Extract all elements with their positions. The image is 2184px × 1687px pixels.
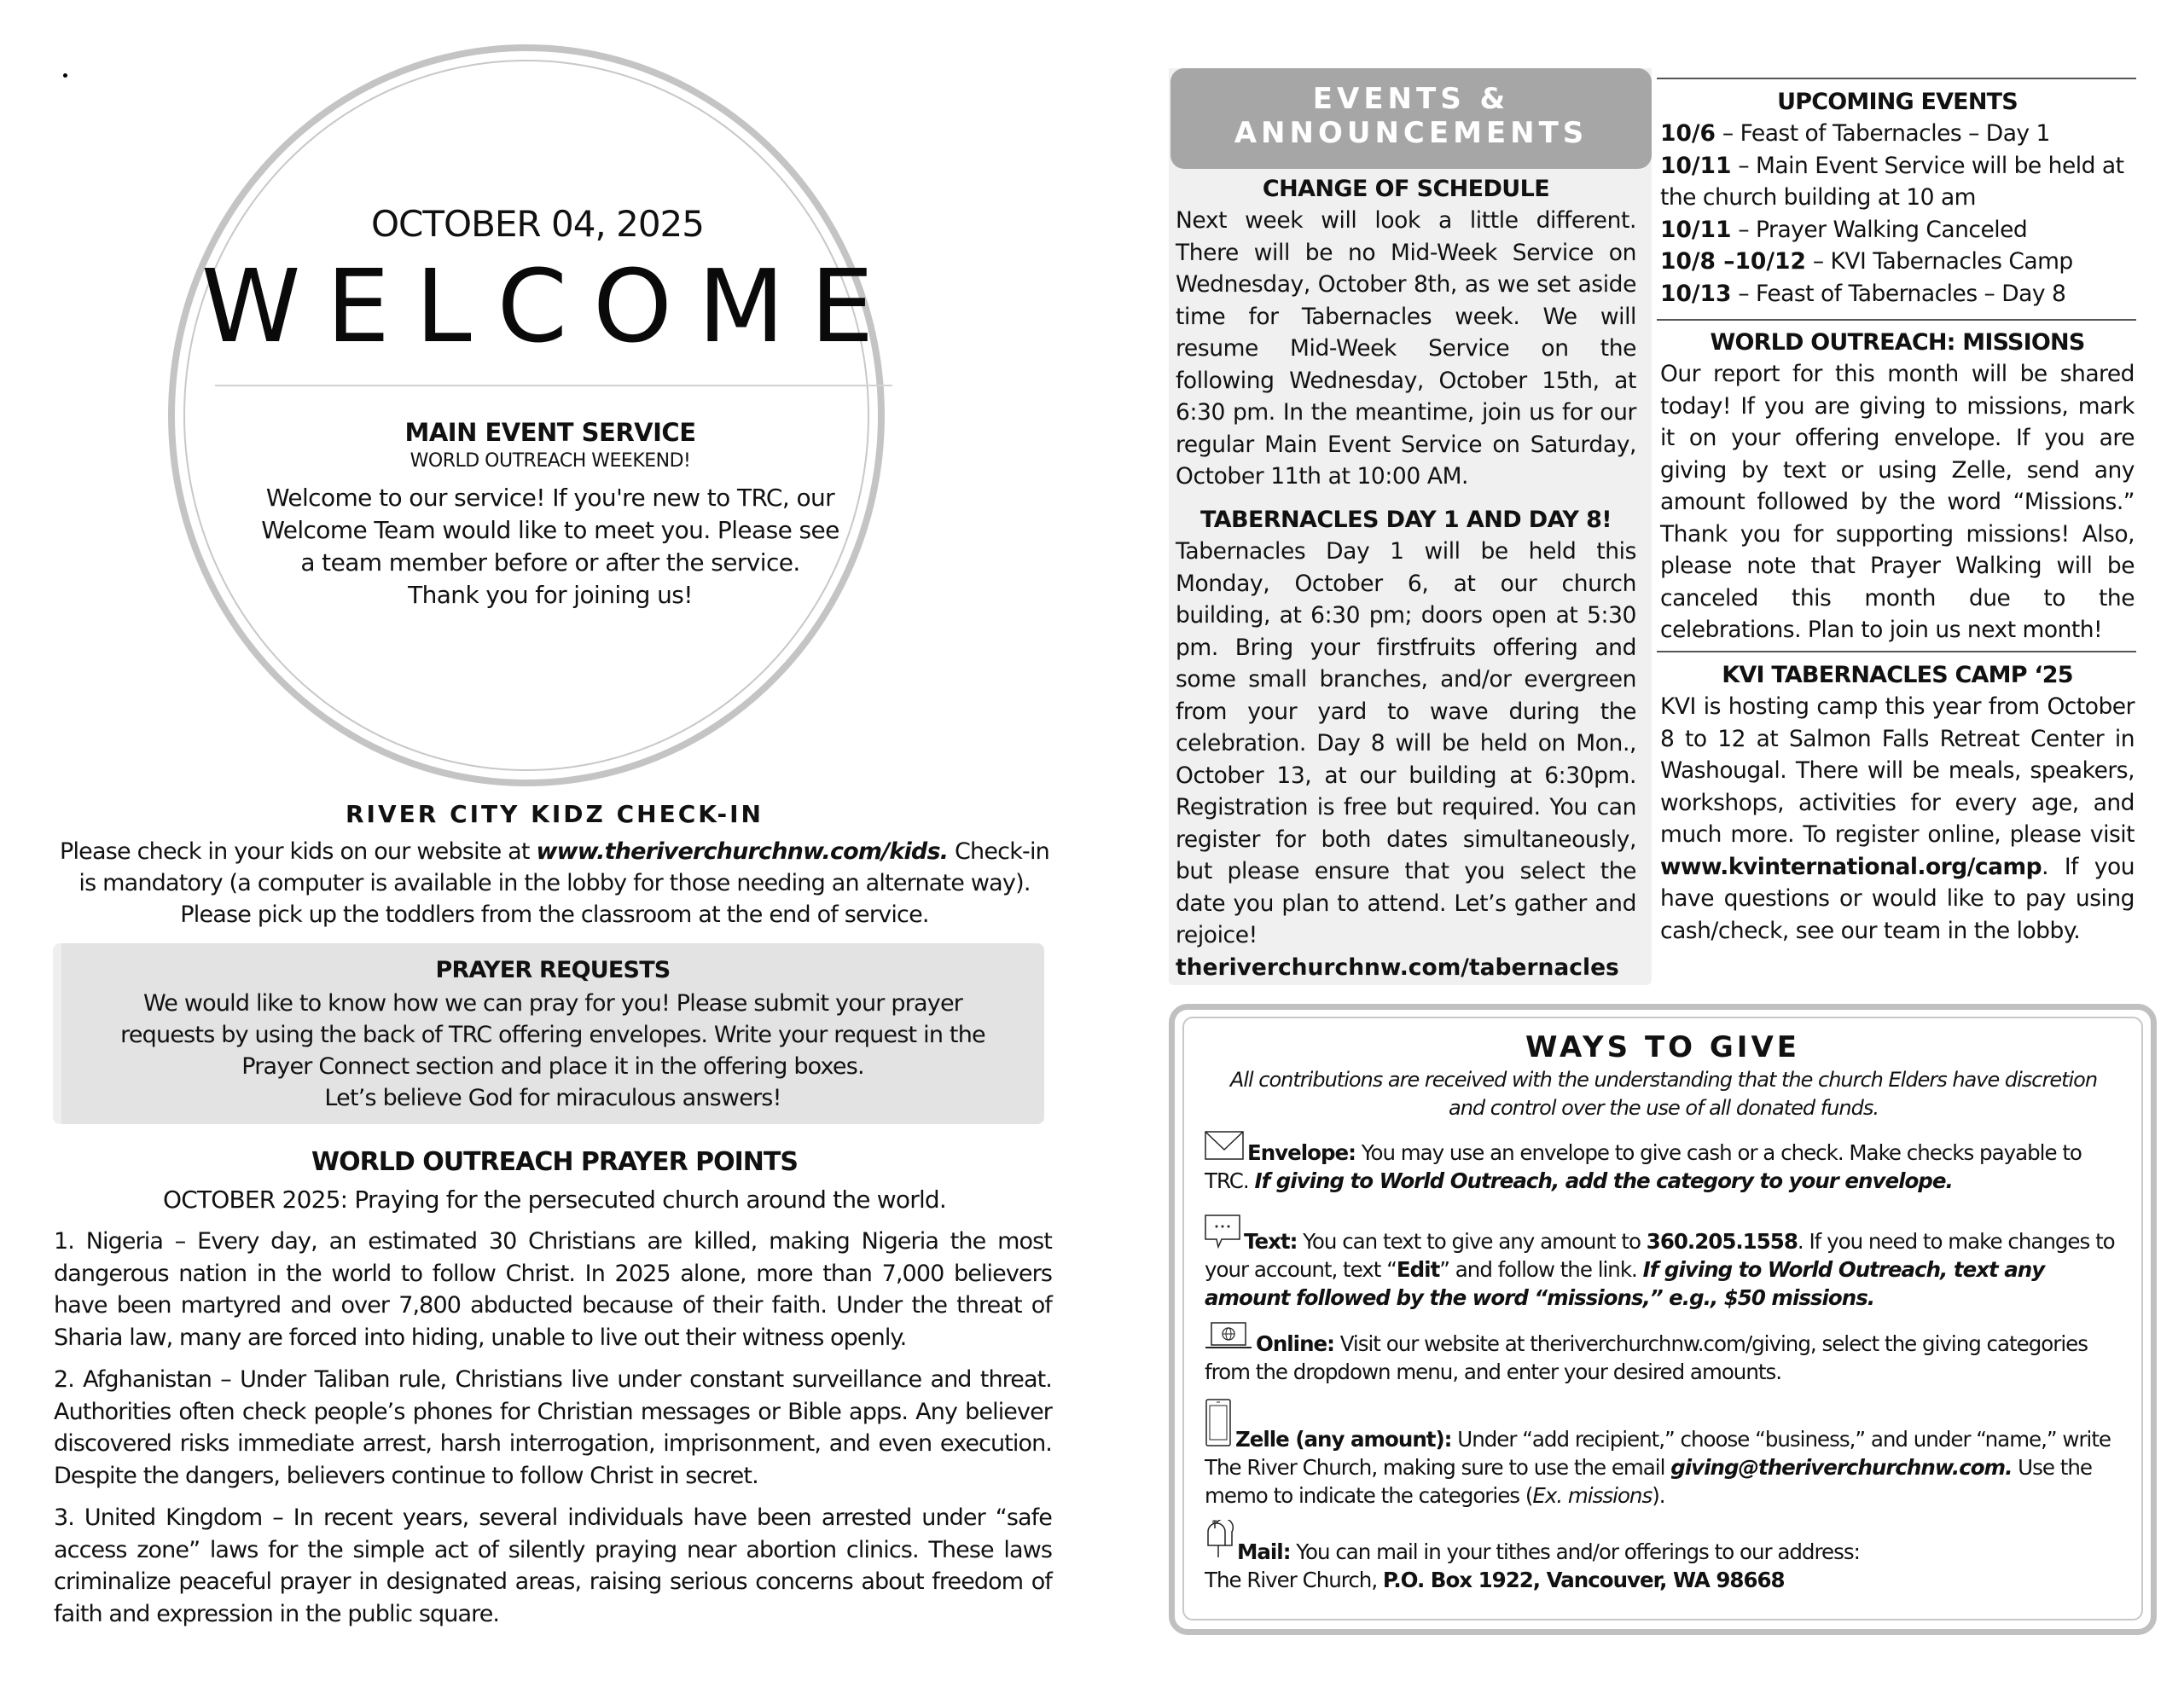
change-of-schedule-title: CHANGE OF SCHEDULE xyxy=(1262,176,1550,202)
event-text: – Main Event Service will be held at the church building at 10 am xyxy=(1660,152,2124,211)
kvi-text: . If you have questions or would like to pay using cash/check, see our team in the lobby. xyxy=(1660,853,2135,944)
give-label: Zelle (any amount): xyxy=(1235,1427,1452,1452)
give-zelle xyxy=(1205,1399,2126,1510)
prayer-requests-title: PRAYER REQUESTS xyxy=(435,957,671,983)
kvi-camp-title: KVI TABERNACLES CAMP ‘25 xyxy=(1722,662,2073,688)
give-text: Use the memo to indicate the categories ( xyxy=(1205,1455,2092,1508)
world-outreach-subtitle: OCTOBER 2025: Praying for the persecuted church around the world. xyxy=(162,1186,947,1214)
give-emphasis: If giving to World Outreach, add the category to your envelope. xyxy=(1254,1168,1953,1193)
prayer-point-united-kingdom: 3. United Kingdom – In recent years, several individuals have been arrested under “safe access zone” laws for the simple act of silently praying near abortion clinics. These laws criminalize peaceful prayer in designated areas, raising serious concerns about freedom of faith and expression in the public square. xyxy=(54,1504,1052,1627)
kidz-text: Please check in your kids on our website at xyxy=(60,838,537,865)
give-text: ). xyxy=(1652,1483,1665,1508)
prayer-line: requests by using the back of TRC offering envelopes. Write your request in the xyxy=(120,1022,985,1048)
give-text: Visit our website at theriverchurchnw.com/giving, select the giving categories from the dropdown menu, and enter your desired amounts. xyxy=(1205,1331,2088,1384)
welcome-line: Welcome to our service! If you're new to TRC, our xyxy=(265,484,835,512)
service-subtitle: WORLD OUTREACH WEEKEND! xyxy=(410,450,691,472)
change-of-schedule-section xyxy=(1176,174,1636,493)
laptop-globe-icon xyxy=(1205,1322,1252,1358)
prayer-points-list xyxy=(54,1226,1052,1640)
kvi-text: KVI is hosting camp this year from October 8 to 12 at Salmon Falls Retreat Center in Washougal. There will be meals, speakers, workshops, activities for every age, and much more. To register online, please visit xyxy=(1660,693,2135,848)
event-date: 10/8 –10/12 xyxy=(1660,248,1806,275)
prayer-line: Prayer Connect section and place it in the offering boxes. xyxy=(241,1053,864,1080)
give-text: ” and follow the link. xyxy=(1439,1257,1643,1282)
world-outreach-title: WORLD OUTREACH PRAYER POINTS xyxy=(311,1147,798,1177)
prayer-requests-body xyxy=(53,988,1053,1114)
kidz-checkin-body xyxy=(51,836,1058,930)
envelope-icon xyxy=(1205,1131,1244,1167)
welcome-title: WELCOME xyxy=(200,247,900,365)
kvi-camp-body xyxy=(1660,691,2135,947)
upcoming-events-section xyxy=(1660,87,2135,310)
change-of-schedule-body: Next week will look a little different. There will be no Mid-Week Service on Wednesday, October 8th, as we set aside time for Tabernacles week. We will resume Mid-Week Service on the following Wednesday, October 15th, at 6:30 pm. In the meantime, join us for our regular Main Event Service on Saturday, October 11th at 10:00 AM. xyxy=(1176,207,1636,490)
event-date: 10/11 xyxy=(1660,216,1732,243)
give-phone-number[interactable]: 360.205.1558 xyxy=(1646,1229,1798,1254)
give-text: You may use an envelope to give cash or a check. Make checks payable to TRC. xyxy=(1205,1140,2082,1193)
divider xyxy=(1657,319,2136,321)
give-text: You can text to give any amount to xyxy=(1297,1229,1647,1254)
kvi-camp-section xyxy=(1660,660,2135,947)
mailing-address: P.O. Box 1922, Vancouver, WA 98668 xyxy=(1382,1568,1785,1592)
divider xyxy=(1657,651,2136,652)
kidz-checkin-link[interactable]: www.theriverchurchnw.com/kids. xyxy=(536,838,949,865)
give-text: Under “add recipient,” choose “business,” and under “name,” write The River Church, making sure to use the email xyxy=(1205,1427,2111,1480)
missions-title: WORLD OUTREACH: MISSIONS xyxy=(1710,329,2085,356)
stray-dot xyxy=(63,73,67,78)
prayer-point-nigeria: 1. Nigeria – Every day, an estimated 30 Christians are killed, making Nigeria the most dangerous nation in the world to follow Christ. In 2025 alone, more than 7,000 believers have been martyred and over 7,800 abducted because of their faith. Under the threat of Sharia law, many are forced into hiding, unable to live out their witness openly. xyxy=(54,1228,1052,1351)
give-label: Mail: xyxy=(1237,1539,1291,1564)
missions-body: Our report for this month will be shared today! If you are giving to missions, mark it on your offering envelope. If you are giving by text or using Zelle, send any amount followed by the word “Missions.” Thank you for supporting missions! Also, please note that Prayer Walking will be canceled this month due to the celebrations. Plan to join us next month! xyxy=(1660,361,2135,643)
welcome-line: Welcome Team would like to meet you. Please see xyxy=(261,516,839,544)
service-title: MAIN EVENT SERVICE xyxy=(404,418,696,447)
upcoming-events-title: UPCOMING EVENTS xyxy=(1777,89,2018,115)
give-text: . If you need to make changes to your account, text “ xyxy=(1205,1229,2115,1282)
bulletin-date: OCTOBER 04, 2025 xyxy=(370,203,704,245)
welcome-divider xyxy=(215,385,892,386)
give-label: Text: xyxy=(1244,1229,1298,1254)
missions-section xyxy=(1660,328,2135,646)
upcoming-event-item xyxy=(1660,150,2135,214)
phone-icon xyxy=(1205,1399,1232,1453)
give-emphasis: If giving to World Outreach, text any amount followed by the word “missions,” e.g., $50 missions. xyxy=(1205,1257,2045,1310)
upcoming-event-item xyxy=(1660,278,2135,310)
events-header-line: EVENTS & xyxy=(1312,82,1510,116)
divider xyxy=(1657,78,2136,79)
tabernacles-section xyxy=(1176,505,1636,983)
kidz-text: Check-in is mandatory (a computer is available in the lobby for those needing an alternate way). Please pick up the toddlers from the classroom at the end of service. xyxy=(78,838,1049,928)
prayer-line: We would like to know how we can pray for you! Please submit your prayer xyxy=(142,990,963,1017)
welcome-line: Thank you for joining us! xyxy=(408,581,693,609)
event-date: 10/6 xyxy=(1660,120,1716,147)
give-text: The River Church, xyxy=(1205,1568,1383,1592)
give-label: Envelope: xyxy=(1247,1140,1356,1165)
welcome-circle-inner-ring xyxy=(183,60,869,771)
prayer-point-afghanistan: 2. Afghanistan – Under Taliban rule, Christians live under constant surveillance and threat. Authorities often check people’s phones for Christian messages or Bible apps. Any believer discovered risks immediate arrest, harsh interrogation, imprisonment, and even execution. Despite the dangers, believers continue to follow Christ in secret. xyxy=(54,1366,1052,1489)
give-text-message xyxy=(1205,1215,2126,1312)
give-keyword: Edit xyxy=(1396,1257,1440,1282)
give-example: Ex. missions xyxy=(1532,1483,1653,1508)
give-label: Online: xyxy=(1256,1331,1334,1356)
event-date: 10/13 xyxy=(1660,280,1732,307)
upcoming-event-item xyxy=(1660,118,2135,150)
events-header xyxy=(1170,68,1652,169)
event-date: 10/11 xyxy=(1660,152,1732,179)
kvi-camp-link[interactable]: www.kvinternational.org/camp xyxy=(1660,853,2042,880)
tabernacles-link[interactable]: theriverchurchnw.com/tabernacles xyxy=(1176,954,1619,981)
give-online xyxy=(1205,1322,2126,1386)
welcome-circle xyxy=(168,44,885,786)
event-text: – KVI Tabernacles Camp xyxy=(1805,248,2073,275)
tabernacles-title: TABERNACLES DAY 1 AND DAY 8! xyxy=(1200,507,1612,533)
upcoming-event-item xyxy=(1660,214,2135,246)
upcoming-event-item xyxy=(1660,246,2135,278)
event-text: – Prayer Walking Canceled xyxy=(1731,216,2028,243)
mailbox-icon xyxy=(1205,1520,1234,1566)
give-text: You can mail in your tithes and/or offerings to our address: xyxy=(1290,1539,1860,1564)
give-envelope xyxy=(1205,1131,2126,1195)
welcome-message xyxy=(252,482,849,612)
event-text: – Feast of Tabernacles – Day 1 xyxy=(1716,120,2050,147)
welcome-line: a team member before or after the service. xyxy=(300,548,800,577)
ways-to-give-disclaimer: All contributions are received with the understanding that the church Elders have discretion and control over the use of all donated funds. xyxy=(1229,1068,2098,1120)
kidz-checkin-title: RIVER CITY KIDZ CHECK-IN xyxy=(346,800,764,828)
ways-to-give-title: WAYS TO GIVE xyxy=(1525,1030,1800,1064)
tabernacles-body: Tabernacles Day 1 will be held this Monday, October 6, at our church building, at 6:30 pm; doors open at 5:30 pm. Bring your firstfruits offering and some small branches, and/or evergreen from your yard to wave during the celebration. Day 8 will be held on Mon., October 13, at our building at 6:30pm. Registration is free but required. You can register for both dates simultaneously, but please ensure that you select the date you plan to attend. Let’s gather and rejoice! xyxy=(1176,538,1636,948)
prayer-line: Let’s believe God for miraculous answers! xyxy=(324,1085,781,1111)
give-mail xyxy=(1205,1520,2126,1594)
chat-bubble-icon xyxy=(1205,1215,1240,1255)
give-email[interactable]: giving@theriverchurchnw.com. xyxy=(1670,1455,2013,1480)
events-header-line: ANNOUNCEMENTS xyxy=(1234,116,1589,150)
event-text: – Feast of Tabernacles – Day 8 xyxy=(1731,280,2066,307)
